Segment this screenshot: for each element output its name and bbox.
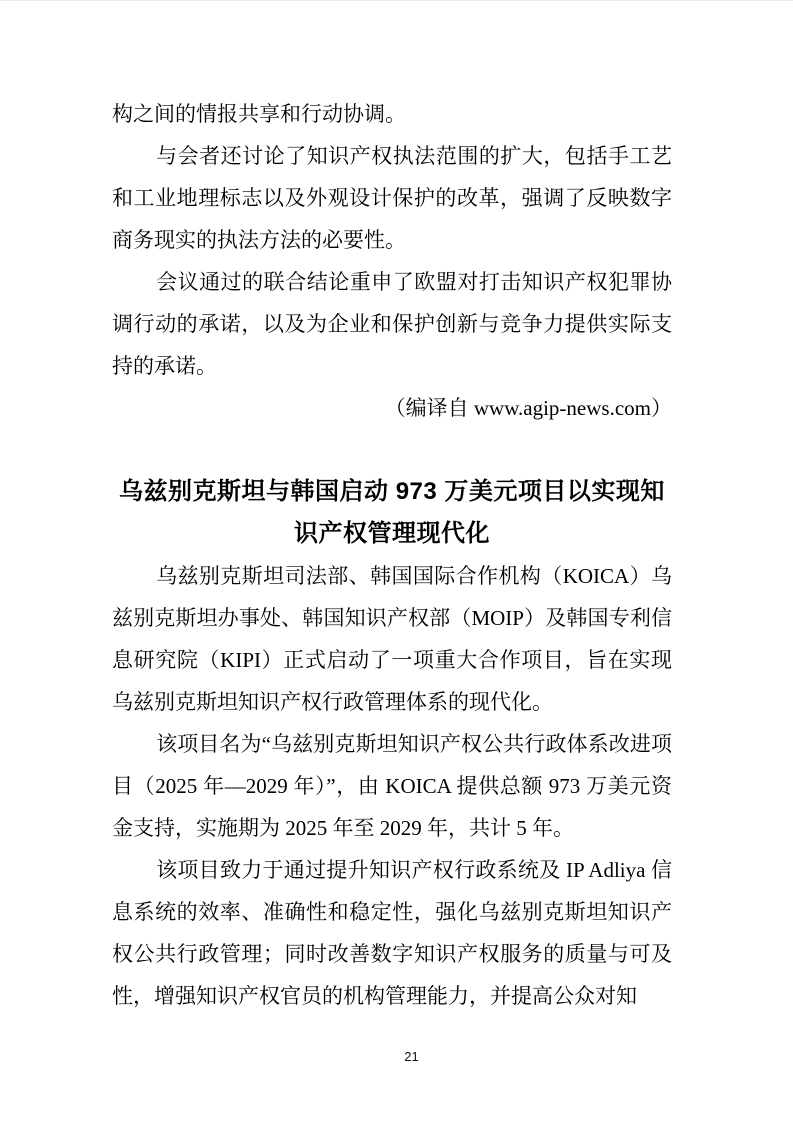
paragraph: 该项目名为“乌兹别克斯坦知识产权公共行政体系改进项目（2025 年—2029 年）”，由 KOICA 提供总额 973 万美元资金支持，实施期为 2025 年至 2029 年，共计 5 年。 (112, 732, 672, 840)
page-number: 21 (404, 1049, 419, 1064)
paragraph: 乌兹别克斯坦司法部、韩国国际合作机构（KOICA）乌兹别克斯坦办事处、韩国知识产权部（MOIP）及韩国专利信息研究院（KIPI）正式启动了一项重大合作项目，旨在实现乌兹别克斯坦知识产权行政管理体系的现代化。 (112, 564, 672, 714)
paragraph-continuation: 构之间的情报共享和行动协调。 (112, 102, 406, 126)
paragraph: 该项目致力于通过提升知识产权行政系统及 IP Adliya 信息系统的效率、准确性和稳定性，强化乌兹别克斯坦知识产权公共行政管理；同时改善数字知识产权服务的质量与可及性，增强知识产权官员的机构管理能力，并提高公众对知 (112, 858, 672, 1008)
paragraph: 会议通过的联合结论重申了欧盟对打击知识产权犯罪协调行动的承诺，以及为企业和保护创新与竞争力提供实际支持的承诺。 (112, 270, 672, 378)
page-footer (15, 1049, 793, 1065)
source-attribution: （编译自 www.agip-news.com） (384, 396, 672, 420)
article-title: 乌兹别克斯坦与韩国启动 973 万美元项目以实现知识产权管理现代化 (119, 478, 665, 547)
page-text-column (112, 93, 672, 1017)
paragraph: 与会者还讨论了知识产权执法范围的扩大，包括手工艺和工业地理标志以及外观设计保护的改革，强调了反映数字商务现实的执法方法的必要性。 (112, 144, 672, 252)
